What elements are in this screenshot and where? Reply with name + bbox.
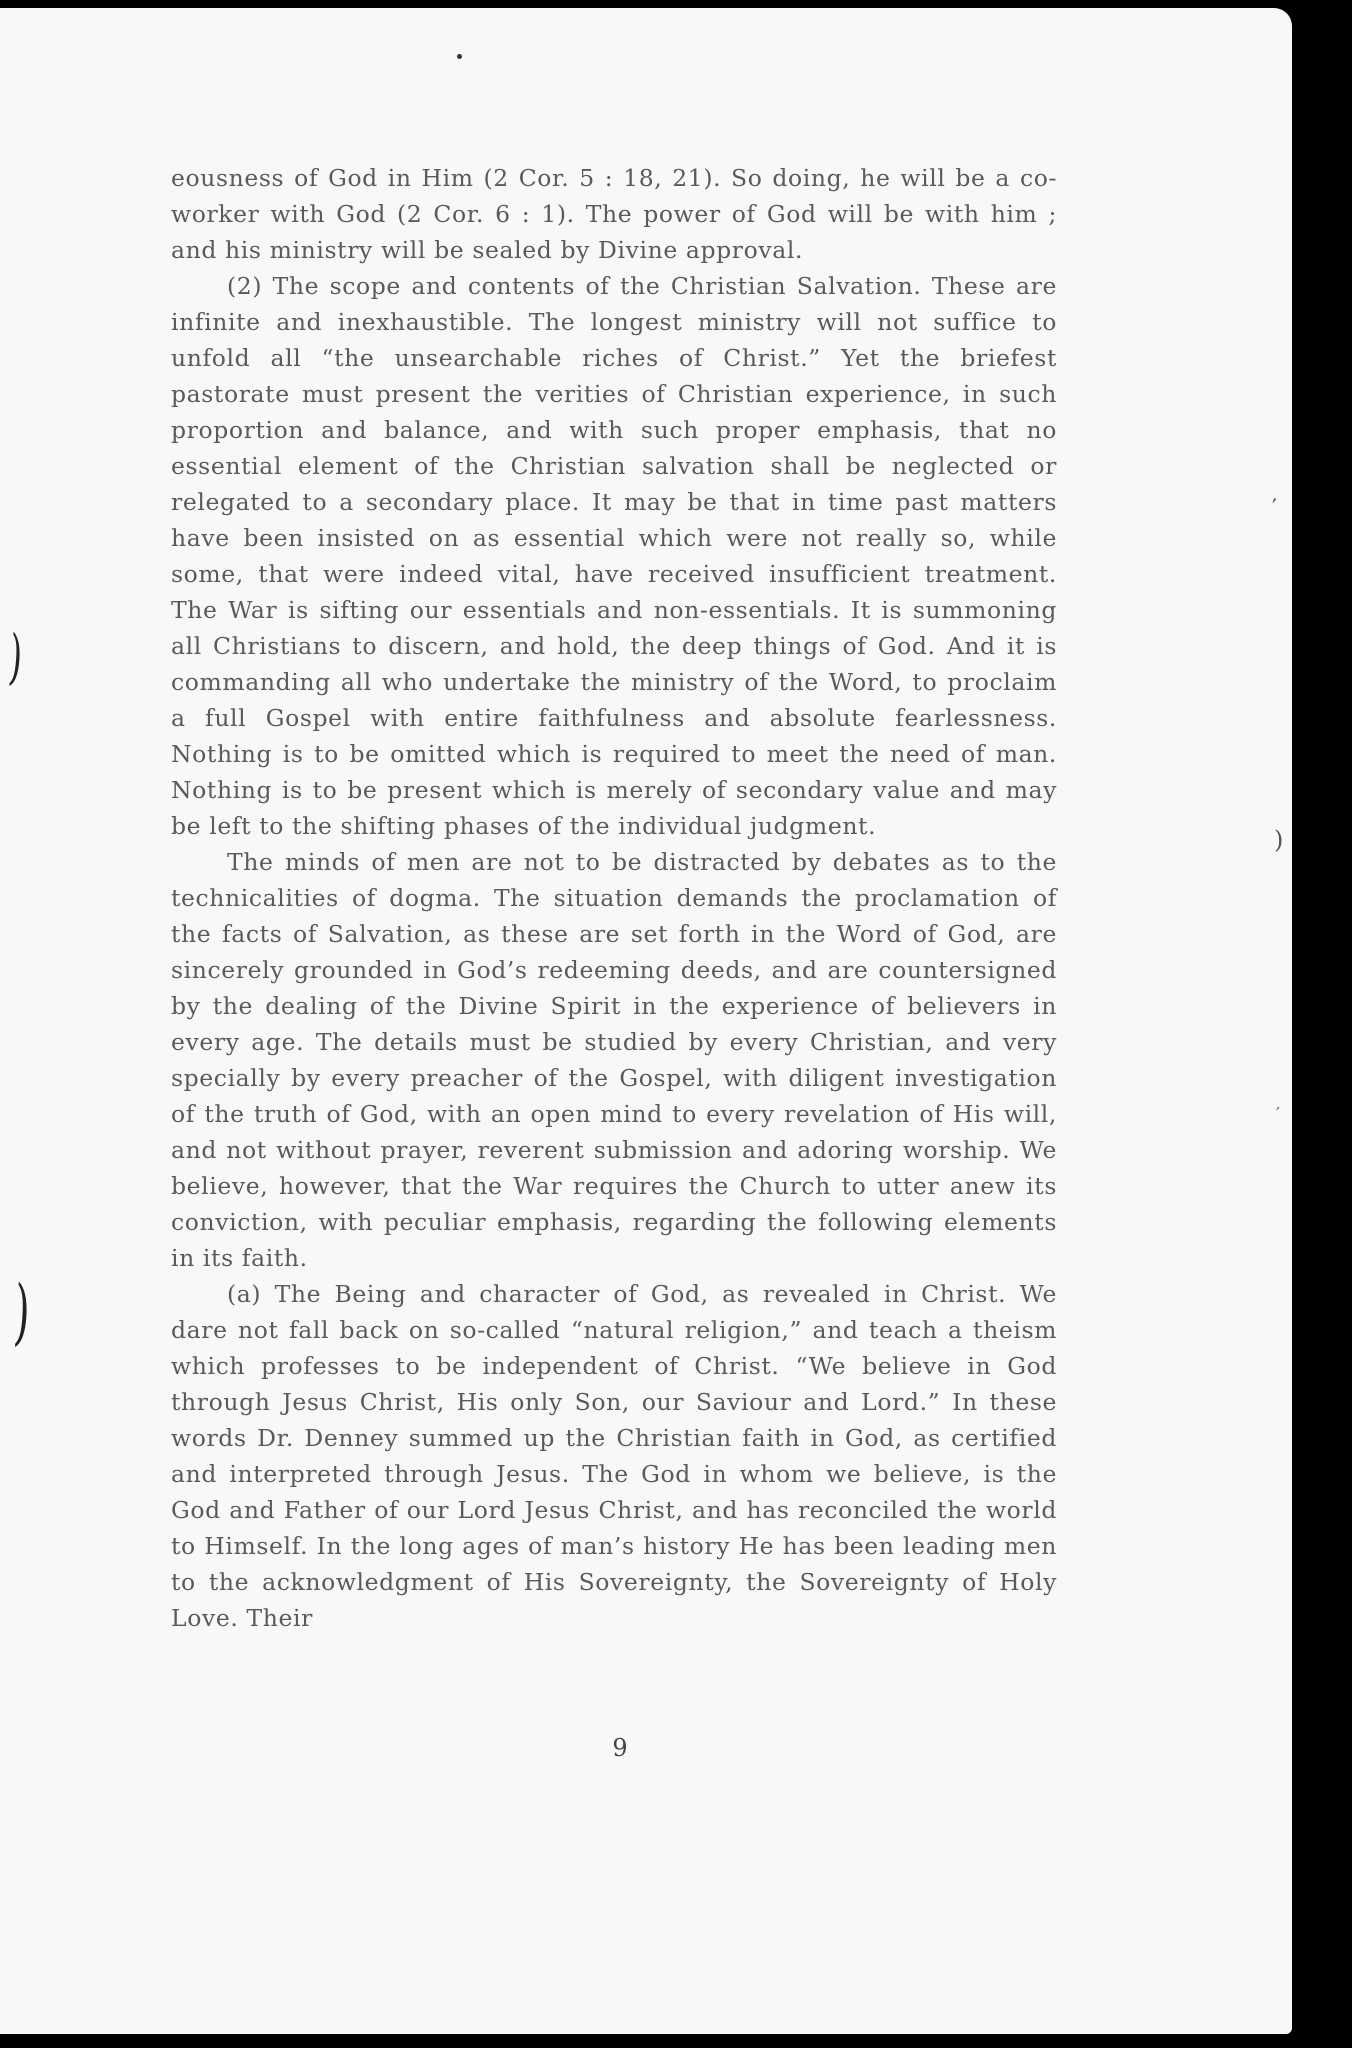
paragraph-scope-of-salvation: (2) The scope and contents of the Christian Salvation. These are infinite and inexhaustible. The longest ministry will not suffice to unfold all “the unsearchable riches of Christ.” Yet the briefest pastorate must present the verities of Christian experience, in such proportion and balance, and with such proper emphasis, that no essential element of the Christian salvation shall be neglected or relegated to a secondary place. It may be that in time past matters have been insisted on as essential which were not really so, while some, that were indeed vital, have received insufficient treatment. The War is sifting our essentials and non-essentials. It is summoning all Christians to discern, and hold, the deep things of God. And it is commanding all who undertake the ministry of the Word, to proclaim a full Gospel with entire faithfulness and absolute fearlessness. Nothing is to be omitted which is required to meet the need of man. Nothing is to be present which is merely of secondary value and may be left to the shifting phases of the individual judgment. (171, 272, 1057, 840)
margin-pencil-mark-icon: ) (6, 621, 25, 695)
margin-pencil-mark-icon: ) (11, 1268, 33, 1356)
paragraph-facts-of-salvation: The minds of men are not to be distracted by debates as to the technicalities of dogma. The situation demands the proclamation of the facts of Salvation, as these are set forth in the Word of God, are sincerely grounded in God’s redeeming deeds, and are countersigned by the dealing of the Divine Spirit in the experience of believers in every age. The details must be studied by every Christian, and very specially by every preacher of the Gospel, with diligent investigation of the truth of God, with an open mind to every revelation of His will, and not without prayer, reverent submission and adoring worship. We believe, however, that the War requires the Church to utter anew its conviction, with peculiar emphasis, regarding the following elements in its faith. (171, 848, 1057, 1272)
paragraph-being-of-god: (a) The Being and character of God, as revealed in Christ. We dare not fall back on so-called “natural religion,” and teach a theism which professes to be independent of Christ. “We believe in God through Jesus Christ, His only Son, our Saviour and Lord.” In these words Dr. Denney summed up the Christian faith in God, as certified and interpreted through Jesus. The God in whom we believe, is the God and Father of our Lord Jesus Christ, and has reconciled the world to Himself. In the long ages of man’s history He has been leading men to the acknowledgment of His Sovereignty, the Sovereignty of Holy Love. Their (171, 1280, 1057, 1632)
document-page (0, 8, 1292, 2034)
body-text (171, 160, 1057, 1636)
margin-tick-icon: ′ (1272, 496, 1277, 521)
paragraph-continuation: eousness of God in Him (2 Cor. 5 : 18, 21). So doing, he will be a co-worker with God (2 Cor. 6 : 1). The power of God will be with him ; and his ministry will be sealed by Divine approval. (171, 164, 1057, 264)
ink-speck (457, 54, 462, 59)
page-number: 9 (612, 1734, 628, 1762)
margin-bracket-icon: ) (1274, 826, 1284, 854)
margin-tick-icon: ′ (1276, 1104, 1281, 1125)
